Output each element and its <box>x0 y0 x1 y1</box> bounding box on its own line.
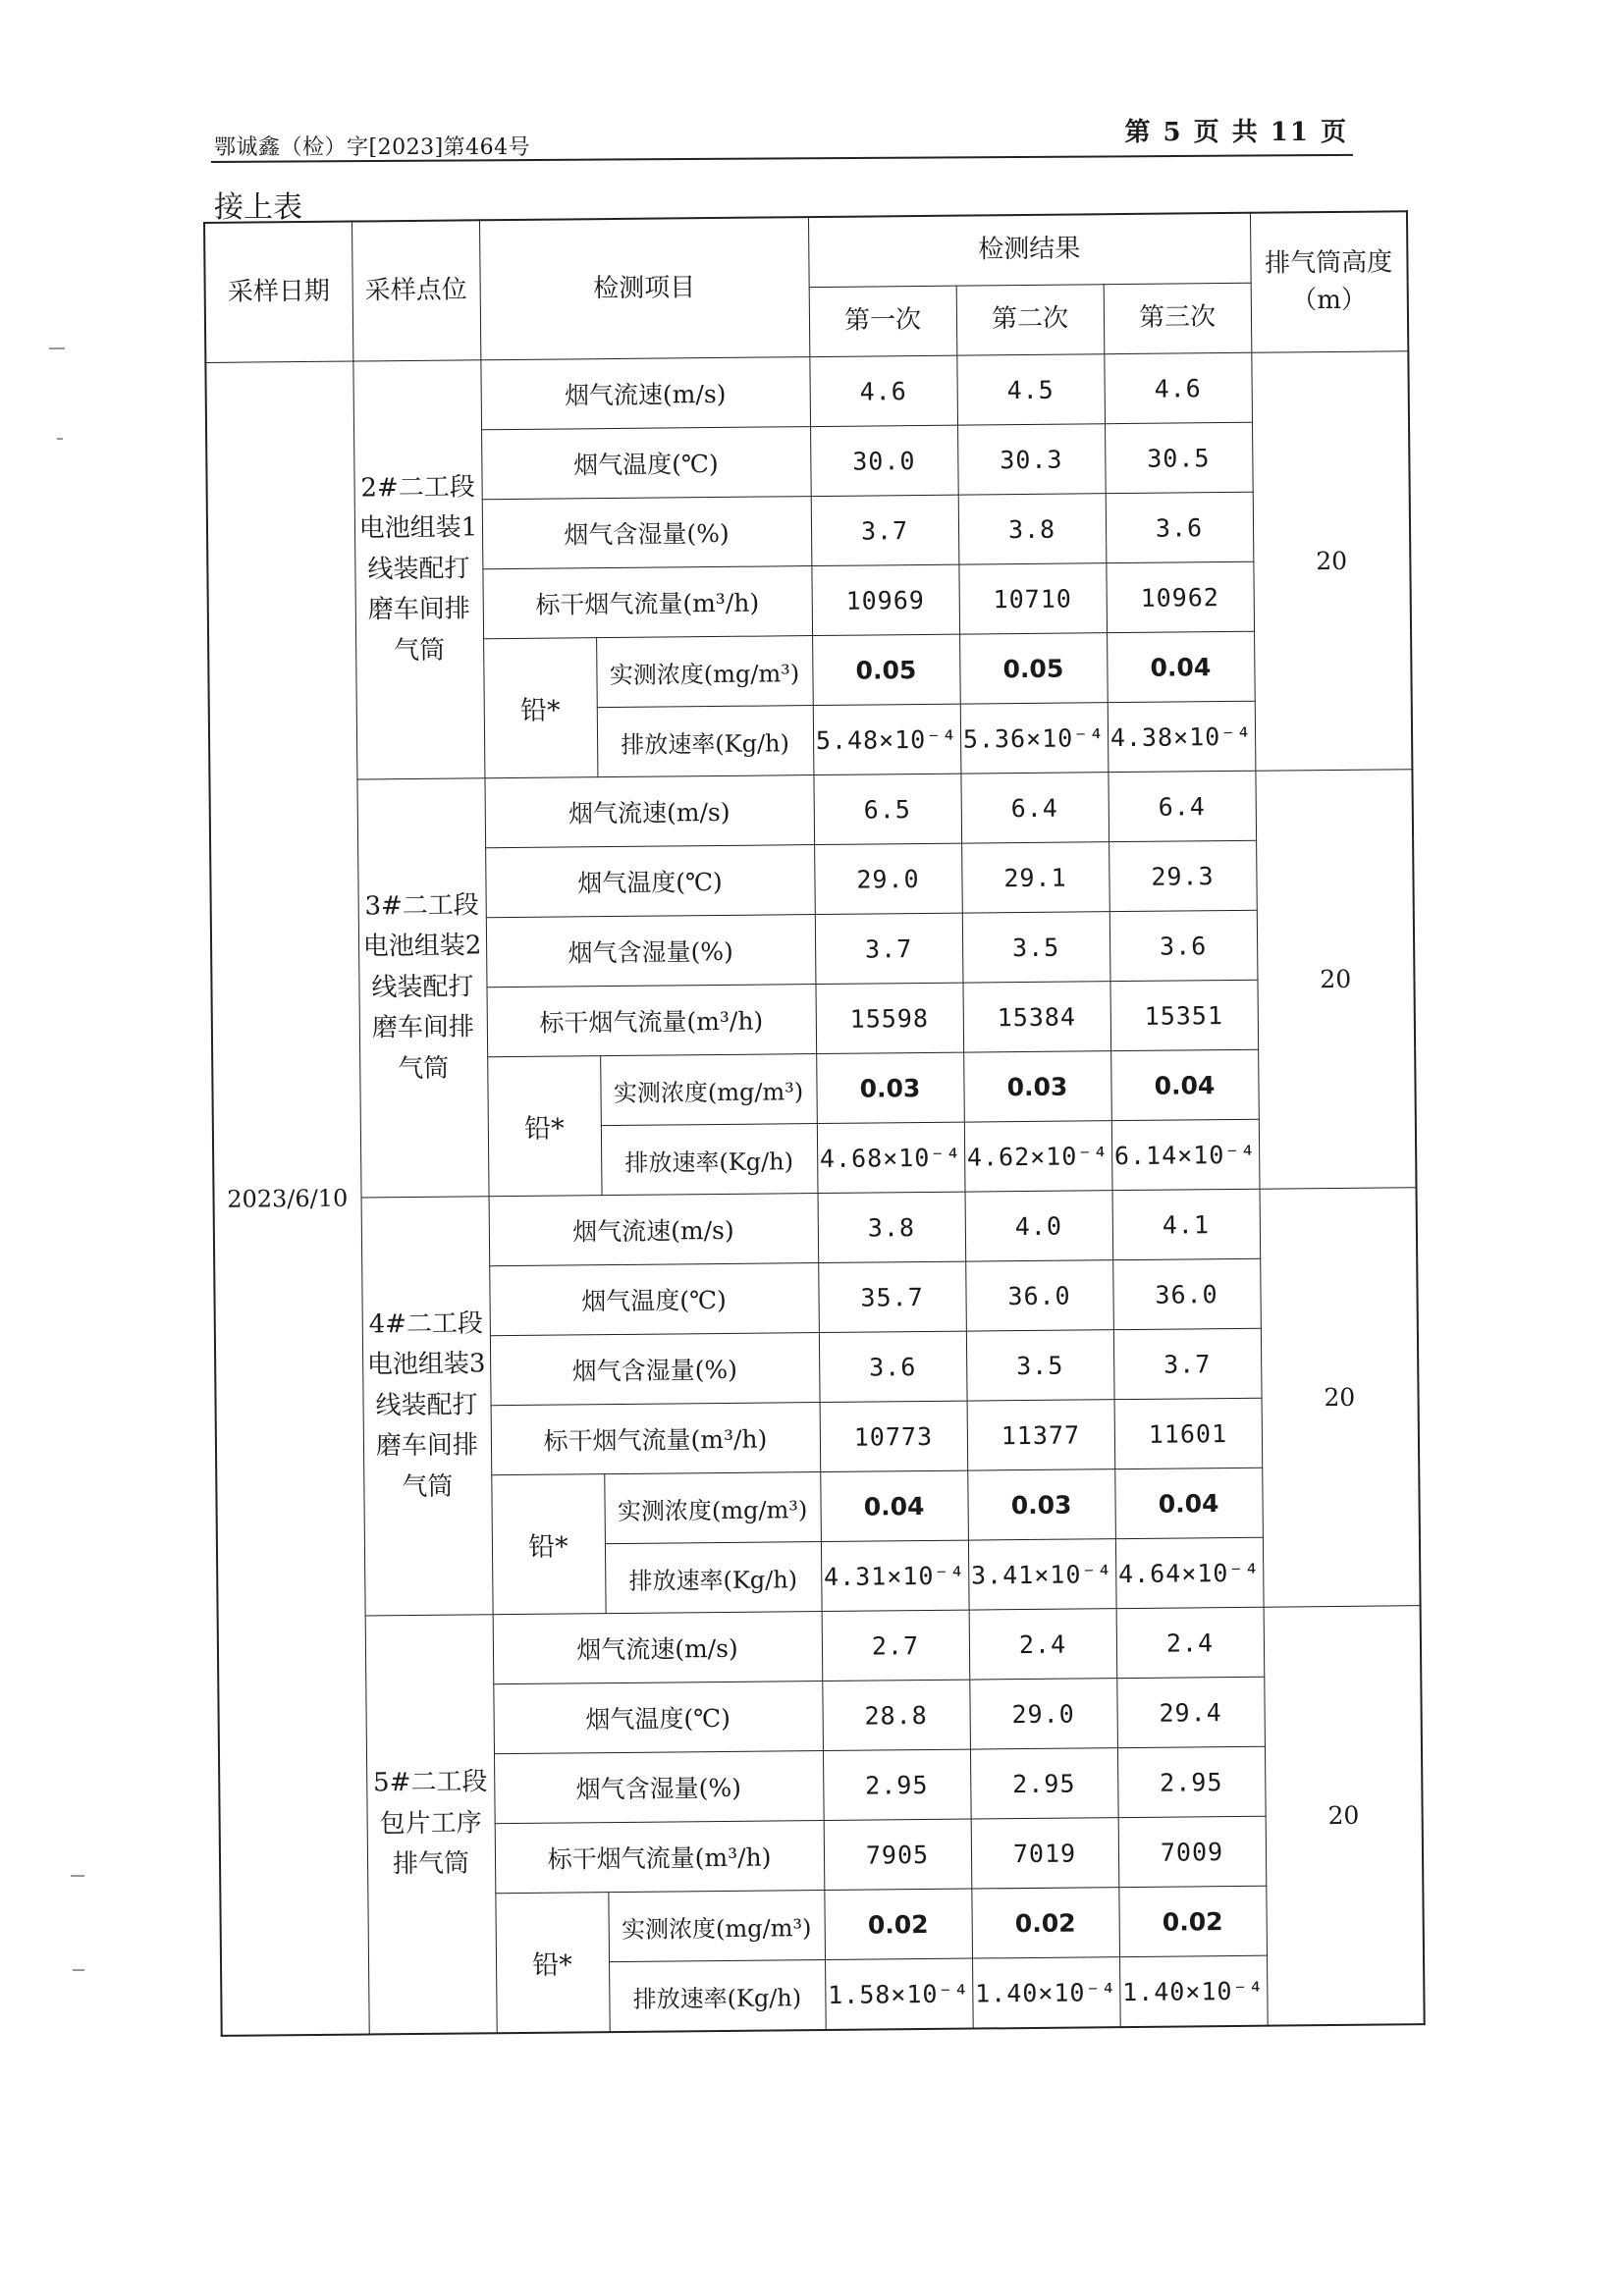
header-sampling-point: 采样点位 <box>352 220 480 361</box>
sampling-point-cell: 3#二工段电池组装2线装配打磨车间排气筒 <box>356 778 488 1198</box>
run-1-value: 15598 <box>815 983 963 1053</box>
test-item-cell: 标干烟气流量(m³/h) <box>495 1821 825 1894</box>
run-3-concentration: 0.04 <box>1110 1049 1259 1120</box>
test-item-cell: 烟气流速(m/s) <box>489 1194 819 1266</box>
test-item-cell: 烟气含湿量(%) <box>486 915 816 988</box>
run-2-value: 30.3 <box>957 424 1106 495</box>
test-item-cell: 烟气温度(℃) <box>493 1682 823 1754</box>
run-1-value: 10773 <box>820 1401 968 1471</box>
run-2-value: 4.5 <box>956 354 1105 425</box>
sampling-point-cell: 5#二工段包片工序排气筒 <box>365 1615 497 2035</box>
run-1-value: 3.6 <box>819 1331 967 1402</box>
run-1-value: 10969 <box>811 564 959 635</box>
measured-concentration-label: 实测浓度(mg/m³) <box>608 1891 825 1962</box>
header-stack-height: 排气筒高度（m） <box>1250 211 1408 352</box>
stack-height-cell: 20 <box>1255 770 1416 1190</box>
run-2-value: 29.0 <box>969 1679 1117 1749</box>
run-2-value: 36.0 <box>965 1260 1113 1331</box>
run-2-concentration: 0.02 <box>971 1888 1119 1958</box>
run-2-value: 4.0 <box>965 1191 1113 1261</box>
run-1-value: 29.0 <box>814 843 962 914</box>
run-1-value: 7905 <box>824 1819 972 1890</box>
page-indicator: 第 5 页 共 11 页 <box>1124 118 1348 147</box>
stack-height-cell: 20 <box>1260 1188 1421 1608</box>
run-1-emission-rate: 1.58×10⁻⁴ <box>825 1958 973 2030</box>
header-run-3: 第三次 <box>1104 283 1252 353</box>
header-run-1: 第一次 <box>809 286 957 356</box>
run-3-value: 3.6 <box>1109 910 1258 981</box>
run-2-value: 2.95 <box>970 1748 1118 1819</box>
run-3-value: 29.3 <box>1109 840 1257 911</box>
emission-rate-label: 排放速率(Kg/h) <box>601 1124 818 1196</box>
run-1-value: 6.5 <box>813 774 961 844</box>
scan-speck <box>49 347 65 349</box>
run-3-value: 6.4 <box>1108 771 1256 841</box>
run-1-concentration: 0.03 <box>816 1052 964 1123</box>
run-3-value: 3.7 <box>1113 1328 1262 1399</box>
run-2-value: 10710 <box>958 563 1107 634</box>
test-item-cell: 烟气流速(m/s) <box>480 357 810 430</box>
test-item-cell: 烟气含湿量(%) <box>482 497 812 569</box>
run-3-concentration: 0.02 <box>1118 1886 1267 1956</box>
scan-speck <box>57 438 63 440</box>
stack-height-cell: 20 <box>1264 1606 1425 2026</box>
test-item-cell: 烟气流速(m/s) <box>484 775 814 848</box>
run-1-value: 2.95 <box>823 1749 971 1820</box>
run-2-concentration: 0.03 <box>963 1051 1111 1122</box>
lead-label-cell: 铅* <box>487 1056 601 1197</box>
run-1-value: 35.7 <box>818 1261 966 1332</box>
stack-height-cell: 20 <box>1251 351 1412 772</box>
sampling-point-cell: 4#二工段电池组装3线装配打磨车间排气筒 <box>361 1197 493 1616</box>
emission-rate-label: 排放速率(Kg/h) <box>609 1960 826 2033</box>
run-1-concentration: 0.02 <box>824 1889 972 1959</box>
run-1-emission-rate: 5.48×10⁻⁴ <box>813 704 961 774</box>
run-2-emission-rate: 5.36×10⁻⁴ <box>960 703 1109 774</box>
scan-speck <box>73 1969 84 1971</box>
measured-concentration-label: 实测浓度(mg/m³) <box>600 1054 817 1126</box>
run-3-concentration: 0.04 <box>1114 1468 1263 1538</box>
run-1-value: 30.0 <box>810 425 958 496</box>
run-1-value: 3.7 <box>811 495 959 565</box>
run-3-emission-rate: 4.64×10⁻⁴ <box>1115 1537 1264 1608</box>
run-2-value: 3.8 <box>958 494 1107 564</box>
sampling-point-cell: 2#二工段电池组装1线装配打磨车间排气筒 <box>352 360 484 779</box>
report-number: 鄂诚鑫（检）字[2023]第464号 <box>214 135 531 160</box>
run-3-value: 2.4 <box>1116 1607 1265 1678</box>
test-item-cell: 烟气含湿量(%) <box>490 1333 820 1406</box>
test-item-cell: 烟气含湿量(%) <box>494 1751 824 1824</box>
run-3-concentration: 0.04 <box>1107 631 1255 702</box>
run-1-emission-rate: 4.31×10⁻⁴ <box>821 1540 969 1611</box>
run-3-emission-rate: 4.38×10⁻⁴ <box>1108 701 1256 772</box>
run-3-value: 10962 <box>1106 561 1254 632</box>
run-3-value: 7009 <box>1118 1816 1267 1887</box>
run-3-value: 4.6 <box>1104 352 1252 423</box>
run-2-value: 3.5 <box>966 1330 1114 1401</box>
run-2-concentration: 0.03 <box>967 1469 1115 1540</box>
run-2-value: 15384 <box>962 982 1110 1052</box>
run-3-value: 2.95 <box>1117 1746 1266 1817</box>
run-2-value: 11377 <box>967 1400 1115 1470</box>
sampling-date-cell: 2023/6/10 <box>205 361 368 2036</box>
measured-concentration-label: 实测浓度(mg/m³) <box>604 1472 821 1544</box>
test-item-cell: 烟气流速(m/s) <box>493 1612 823 1684</box>
run-1-value: 3.8 <box>818 1192 966 1262</box>
run-1-concentration: 0.05 <box>812 634 960 705</box>
run-3-value: 3.6 <box>1106 492 1254 562</box>
run-1-value: 4.6 <box>809 355 957 426</box>
header-test-results: 检测结果 <box>808 213 1251 288</box>
emission-table-container <box>203 210 1424 2037</box>
run-2-emission-rate: 1.40×10⁻⁴ <box>972 1957 1120 2029</box>
run-2-value: 6.4 <box>960 773 1109 843</box>
test-item-cell: 烟气温度(℃) <box>481 427 811 500</box>
run-2-value: 29.1 <box>961 842 1109 913</box>
run-2-value: 3.5 <box>962 912 1110 983</box>
run-3-emission-rate: 1.40×10⁻⁴ <box>1119 1955 1268 2027</box>
emission-rate-label: 排放速率(Kg/h) <box>597 706 814 777</box>
test-item-cell: 标干烟气流量(m³/h) <box>486 985 816 1057</box>
run-2-value: 2.4 <box>969 1609 1117 1680</box>
run-1-value: 3.7 <box>815 913 963 984</box>
run-2-concentration: 0.05 <box>959 633 1108 704</box>
run-2-emission-rate: 4.62×10⁻⁴ <box>964 1121 1112 1192</box>
run-3-value: 4.1 <box>1112 1189 1261 1259</box>
test-item-cell: 标干烟气流量(m³/h) <box>491 1403 821 1475</box>
run-1-concentration: 0.04 <box>820 1470 968 1541</box>
test-item-cell: 烟气温度(℃) <box>489 1263 819 1336</box>
test-item-cell: 标干烟气流量(m³/h) <box>482 566 812 639</box>
measured-concentration-label: 实测浓度(mg/m³) <box>596 636 813 708</box>
emission-results-table <box>203 210 1426 2037</box>
run-3-value: 15351 <box>1109 980 1258 1050</box>
lead-label-cell: 铅* <box>495 1893 609 2034</box>
run-3-value: 36.0 <box>1112 1258 1261 1329</box>
run-3-emission-rate: 6.14×10⁻⁴ <box>1111 1119 1260 1190</box>
run-3-value: 11601 <box>1114 1398 1263 1468</box>
header-run-2: 第二次 <box>956 285 1105 355</box>
run-3-value: 30.5 <box>1105 422 1253 493</box>
continued-label: 接上表 <box>214 190 302 225</box>
run-3-value: 29.4 <box>1116 1677 1265 1747</box>
run-1-value: 2.7 <box>822 1610 970 1681</box>
lead-label-cell: 铅* <box>491 1474 605 1615</box>
run-1-emission-rate: 4.68×10⁻⁴ <box>817 1122 965 1193</box>
test-item-cell: 烟气温度(℃) <box>485 845 815 918</box>
header-sampling-date: 采样日期 <box>204 222 352 363</box>
scan-speck <box>71 1875 84 1877</box>
lead-label-cell: 铅* <box>483 638 597 778</box>
emission-rate-label: 排放速率(Kg/h) <box>605 1542 822 1614</box>
run-1-value: 28.8 <box>822 1680 970 1750</box>
run-2-value: 7019 <box>971 1818 1119 1889</box>
run-2-emission-rate: 3.41×10⁻⁴ <box>968 1539 1116 1610</box>
header-test-item: 检测项目 <box>479 217 809 360</box>
